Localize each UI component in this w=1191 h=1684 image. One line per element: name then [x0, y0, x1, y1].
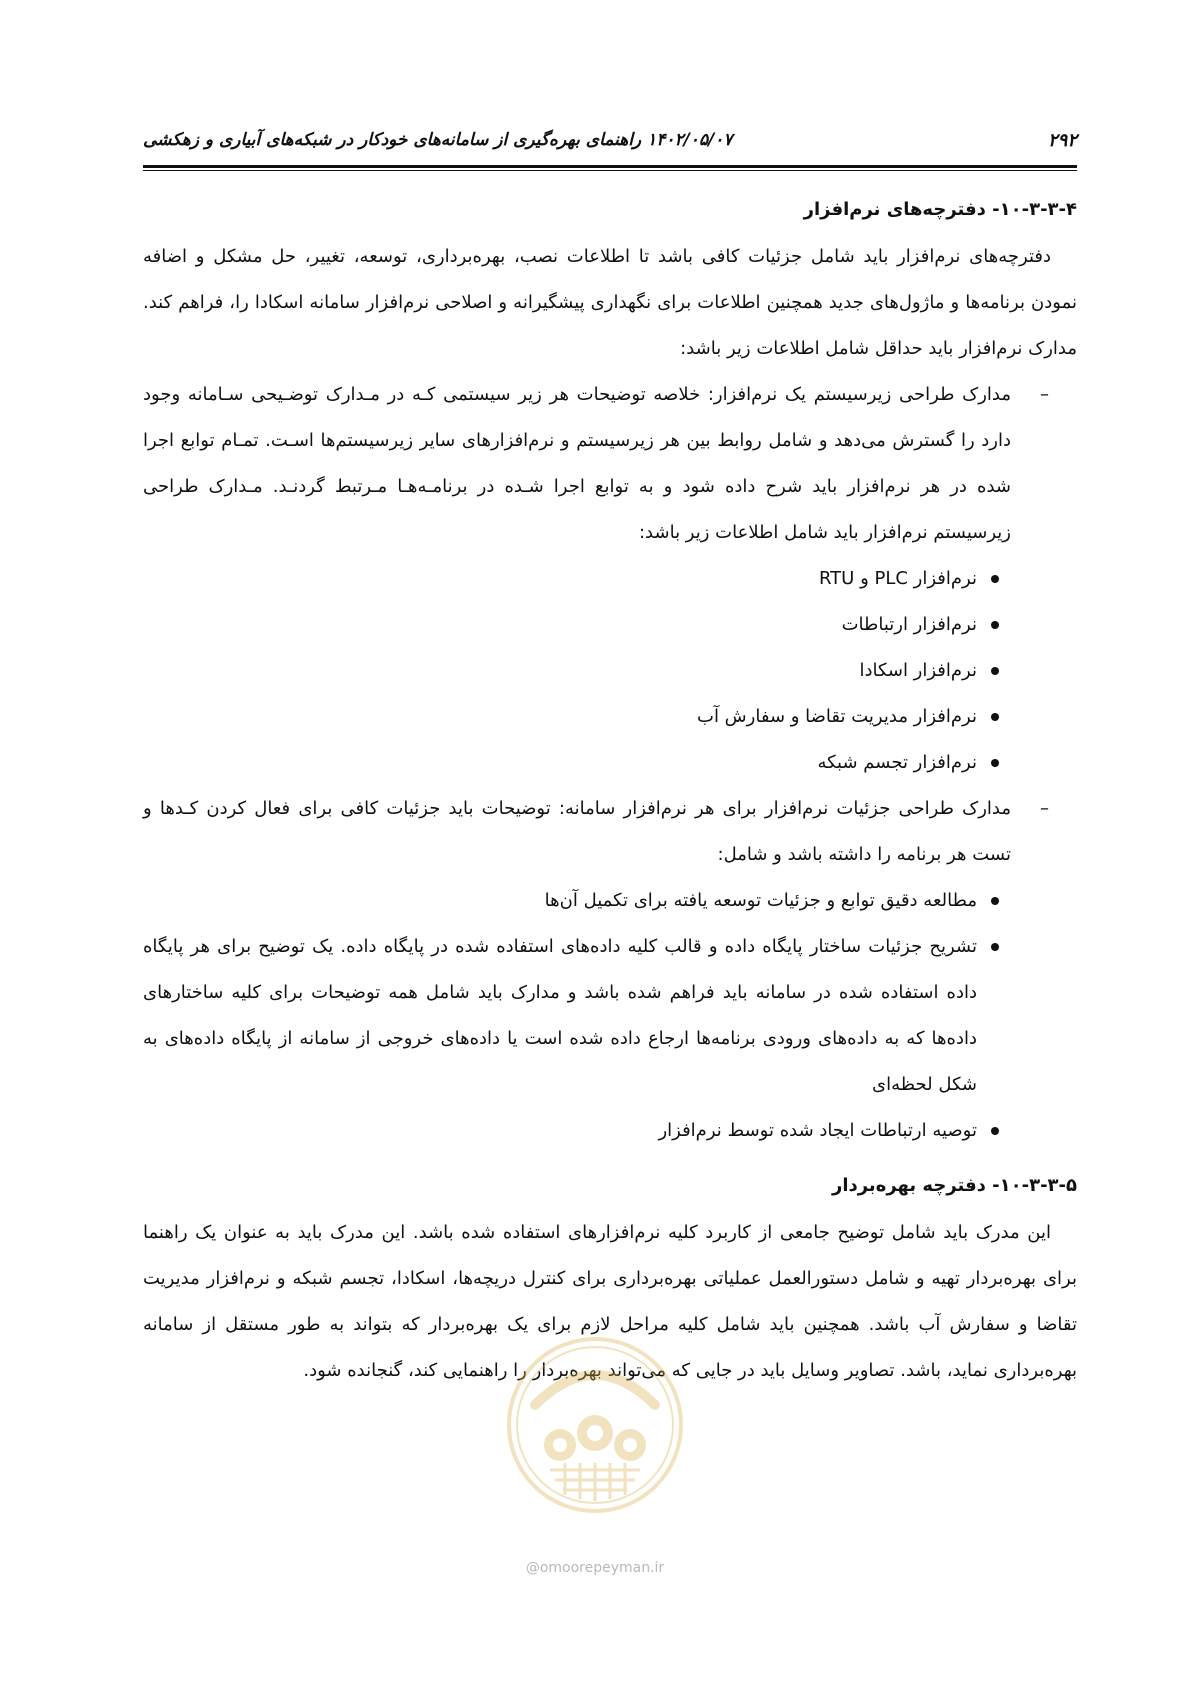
dash-marker: – — [1040, 798, 1049, 819]
dash-marker: – — [1040, 384, 1049, 405]
page-number: ۲۹۲ — [1047, 130, 1077, 151]
watermark-url: @omoorepeyman.ir — [525, 1560, 665, 1576]
list-item — [143, 924, 1077, 1108]
running-title: ۱۴۰۲/۰۵/۰۷ راهنمای بهره‌گیری از سامانه‌های خودکار در شبکه‌های آبیاری و زهکشی — [143, 130, 733, 150]
section-title: دفترچه‌های نرم‌افزار — [803, 199, 986, 220]
bullet-icon — [991, 759, 999, 767]
list-item-text: نرم‌افزار ارتباطات — [841, 614, 977, 635]
list-item-text: نرم‌افزار مدیریت تقاضا و سفارش آب — [697, 706, 977, 727]
bullet-icon — [991, 943, 999, 951]
list-item — [143, 556, 1077, 602]
list-item-text: تشریح جزئیات ساختار پایگاه داده و قالب کلیه داده‌های استفاده شده در پایگاه داده. یک توضیح برای هر پایگاه داده استفاده شده در سامانه باید فراهم شده باشد و مدارک باید شامل همه توضیحات برای کلیه ساختارهای داده‌ها که به داده‌های ورودی برنامه‌ها ارجاع داده شده است یا داده‌های خروجی از سامانه از پایگاه داده‌های به شکل لحظه‌ای — [143, 936, 977, 1095]
dash-item-text: مدارک طراحی جزئیات نرم‌افزار برای هر نرم‌افزار سامانه: توضیحات باید جزئیات کافی برای فعال کردن کـدها و تست هر برنامه را داشته باشد و شامل: — [143, 798, 1011, 865]
dash-list-item — [143, 786, 1077, 878]
header-rule — [143, 165, 1077, 168]
section-number: ۱۰-۳-۳-۴- — [992, 199, 1077, 220]
bullet-icon — [991, 897, 999, 905]
section-heading-operator-manual — [143, 1164, 1077, 1208]
list-item — [143, 1108, 1077, 1154]
list-item-text: مطالعه دقیق توابع و جزئیات توسعه یافته برای تکمیل آن‌ها — [544, 890, 977, 911]
list-item-text: نرم‌افزار اسکادا — [859, 660, 977, 681]
section-number: ۱۰-۳-۳-۵- — [992, 1175, 1077, 1196]
section-title: دفترچه بهره‌بردار — [831, 1175, 986, 1196]
bullet-icon — [991, 1127, 999, 1135]
dash-list-item — [143, 372, 1077, 556]
bullet-icon — [991, 575, 999, 583]
paragraph-text: دفترچه‌های نرم‌افزار باید شامل جزئیات کافی باشد تا اطلاعات نصب، بهره‌برداری، توسعه، تغییر، حل مشکل و اضافه نمودن برنامه‌ها و ماژول‌های جدید همچنین اطلاعات برای نگهداری پیشگیرانه و اصلاحی نرم‌افزار سامانه اسکادا را، فراهم کند. مدارک نرم‌افزار باید حداقل شامل اطلاعات زیر باشد: — [143, 246, 1077, 359]
list-item — [143, 648, 1077, 694]
bullet-icon — [991, 667, 999, 675]
paragraph — [143, 234, 1077, 372]
page-content — [143, 188, 1077, 1394]
bullet-icon — [991, 713, 999, 721]
header-rule-thin — [143, 170, 1077, 171]
list-item-text: نرم‌افزار تجسم شبکه — [817, 752, 977, 773]
dash-item-text: مدارک طراحی زیرسیستم یک نرم‌افزار: خلاصه توضیحات هر زیر سیستمی کـه در مـدارک توضـیحی سـامانه وجود دارد را گسترش می‌دهد و شامل روابط بین هر زیرسیستم و نرم‌افزارهای سایر زیرسیستم‌ها اسـت. تمـام توابع اجرا شده در هر نرم‌افزار باید شرح داده شود و به توابع اجرا شـده در برنامـه‌هـا مـرتبط گردنـد. مـدارک طراحی زیرسیستم نرم‌افزار باید شامل اطلاعات زیر باشد: — [143, 384, 1011, 543]
section-heading-software-manuals — [143, 188, 1077, 232]
bullet-list — [143, 878, 1077, 1154]
bullet-list — [143, 556, 1077, 786]
list-item — [143, 878, 1077, 924]
bullet-icon — [991, 621, 999, 629]
watermark-seal-icon — [505, 1335, 685, 1515]
list-item — [143, 740, 1077, 786]
list-item — [143, 602, 1077, 648]
page-header — [143, 130, 1077, 166]
paragraph-text: این مدرک باید شامل توضیح جامعی از کاربرد کلیه نرم‌افزارهای استفاده شده باشد. این مدرک باید به عنوان یک راهنما برای بهره‌بردار تهیه و شامل دستورالعمل عملیاتی بهره‌برداری برای کنترل دریچه‌ها، اسکادا، تجسم شبکه و نرم‌افزار مدیریت تقاضا و سفارش آب باشد. همچنین باید شامل کلیه مراحل لازم برای یک بهره‌بردار که بتواند به طور مستقل از سامانه بهره‌برداری نماید، باشد. تصاویر وسایل باید در جایی که می‌تواند بهره‌بردار را راهنمایی کند، گنجانده شود. — [143, 1222, 1077, 1381]
list-item — [143, 694, 1077, 740]
list-item-text: نرم‌افزار PLC و RTU — [818, 568, 977, 589]
list-item-text: توصیه ارتباطات ایجاد شده توسط نرم‌افزار — [658, 1120, 977, 1141]
